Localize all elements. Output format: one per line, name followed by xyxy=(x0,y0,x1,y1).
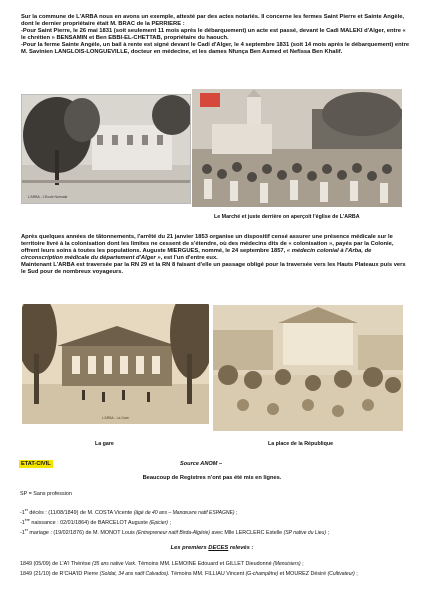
first-marriage-detail: (Entrepreneur natif Birda-Algérie) xyxy=(136,529,210,536)
first-marriage-text: mariage : (19/02/1876) de M. MONOT Louis xyxy=(27,529,137,536)
first-marriage-end: ; xyxy=(326,529,329,536)
sp-legend: SP = Sans profession xyxy=(20,491,72,497)
first-marriage-prefix: -1 xyxy=(20,529,25,536)
death-2-a: 1849 (21/10) de R'CHA'ID Pierre xyxy=(20,571,100,577)
death-2-b: (Soldat, 34 ans natif Calvados). xyxy=(99,571,170,577)
first-marriage-line xyxy=(20,528,414,536)
photo-ecole-label: L'ARBA - L'Ecole Normale xyxy=(28,195,68,199)
first-birth-detail: (Epicier) xyxy=(149,519,168,526)
source-anom: Source ANOM – xyxy=(180,461,223,467)
first-deaths-pre: Les premiers xyxy=(170,545,209,551)
first-birth-prefix: -1 xyxy=(20,519,25,526)
caption-place: La place de la République xyxy=(268,441,334,447)
etat-civil-label: ETAT-CIVIL xyxy=(21,461,51,467)
first-death-detail: (âgé de 40 ans – Manœuvre natif ESPAGNE) xyxy=(133,509,235,516)
intro-text xyxy=(21,14,410,57)
death-1-c: Témoins MM. LEMOINE Edouard et GILLET Dieudonné xyxy=(136,561,274,567)
death-record-2 xyxy=(20,571,414,577)
middle-text xyxy=(21,234,410,277)
photo-ecole-normale xyxy=(21,94,191,204)
death-2-d: (G-champêtre) xyxy=(245,571,279,577)
middle-p1-b: , est l'un d'entre eux. xyxy=(160,255,218,262)
first-deaths-heading xyxy=(0,545,424,551)
first-birth-text: naissance : 02/01/1864) de BARCELOT Auguste xyxy=(29,519,150,526)
first-marriage-bride-detail: (SP native du Lieu) xyxy=(283,529,326,536)
photo-place-republique xyxy=(213,305,403,431)
caption-gare: La gare xyxy=(95,441,114,447)
first-marriage-sup: er xyxy=(24,528,28,532)
intro-paragraph-3: -Pour la ferme Sainte Angèle, un bail à rente est signé devant le Cadi d'Alger, le 4 septembre 1831 (soit 14 mois après le débarquement) entre M. Savinien LANGLOIS-LONGUEVILLE, docteur en médecine, et les dames Nfunça Ben Asmed et Nefissa Ben Khalif. xyxy=(21,42,410,56)
first-death-text: décès : (11/08/1849) de M. COSTA Vicente xyxy=(27,509,134,516)
photo-gare xyxy=(22,304,209,424)
first-birth-line xyxy=(20,518,414,526)
intro-paragraph-1: Sur la commune de L'ARBA nous en avons un exemple, attesté par des actes notariés. Il concerne les fermes Saint Pierre et Sainte Angèle, dont le dernier propriétaire était M. BRAC de la PERRIERE : xyxy=(21,14,405,28)
first-birth-end: ; xyxy=(167,519,171,526)
death-2-g: ; xyxy=(354,571,358,577)
caption-marche: Le Marché et juste derrière on aperçoit l'église de L'ARBA xyxy=(214,214,360,220)
death-1-e: ; xyxy=(300,561,304,567)
middle-p1-a: Après quelques années de tâtonnements, l'arrêté du 21 janvier 1853 organise un dispositif censé assurer une présence médicale sur le territoire livré à la colonisation dont les limites ne cessent de s'étendre, où des médecins dits de « colonisation », payés par la Colonie, offrent leurs soins à toutes les populations. Auguste MIERGUES, nommé, le 24 septembre 1857, xyxy=(21,234,394,255)
first-deaths-post: relevés : xyxy=(228,545,254,551)
death-record-1 xyxy=(20,561,414,567)
first-death-line xyxy=(20,508,414,516)
death-1-b: (35 ans native Vark. xyxy=(92,561,137,567)
death-2-f: (Cultivateur) xyxy=(327,571,355,577)
first-death-end: ; xyxy=(234,509,238,516)
middle-p1-quote: « médecin colonial à l'Arba, de circonscription médicale du département d'Alger » xyxy=(21,248,372,262)
death-2-e: et MOUREZ Désiré xyxy=(278,571,328,577)
first-death-sup: er xyxy=(24,508,28,512)
death-1-d: (Menuisiers) xyxy=(273,561,301,567)
registers-note: Beaucoup de Registres n'ont pas été mis en lignes. xyxy=(142,475,282,481)
death-2-c: Témoins MM. FILLIAU Vincent xyxy=(169,571,246,577)
intro-paragraph-2: -Pour Saint Pierre, le 26 mai 1831 (soit seulement 11 mois après le débarquement) un acte est passé, devant le Cadi MALEKI d'Alger, entre « le chrétien » BENSAMIN et Ben EBBI-EL-CHETTAB, propriétaire du haouch. xyxy=(21,28,406,42)
photo-marche xyxy=(192,89,402,207)
photo-gare-label: L'ARBA - La Gare xyxy=(102,416,129,420)
middle-paragraph-2: Maintenant L'ARBA est traversée par la RN 29 et la RN 8 faisant d'elle un passage obligé pour la traversée vers les Hauts Plateaux puis vers le Sud pour de nombreux voyageurs. xyxy=(21,262,406,276)
first-death-prefix: -1 xyxy=(20,509,25,516)
first-deaths-underlined: DECES xyxy=(208,545,229,551)
first-marriage-with: avec Mlle LERCLERC Estelle xyxy=(209,529,284,536)
first-birth-sup: ère xyxy=(24,518,30,522)
death-1-a: 1849 (05/09) de L'A'l Thérèse xyxy=(20,561,93,567)
middle-paragraph-1 xyxy=(21,234,410,262)
